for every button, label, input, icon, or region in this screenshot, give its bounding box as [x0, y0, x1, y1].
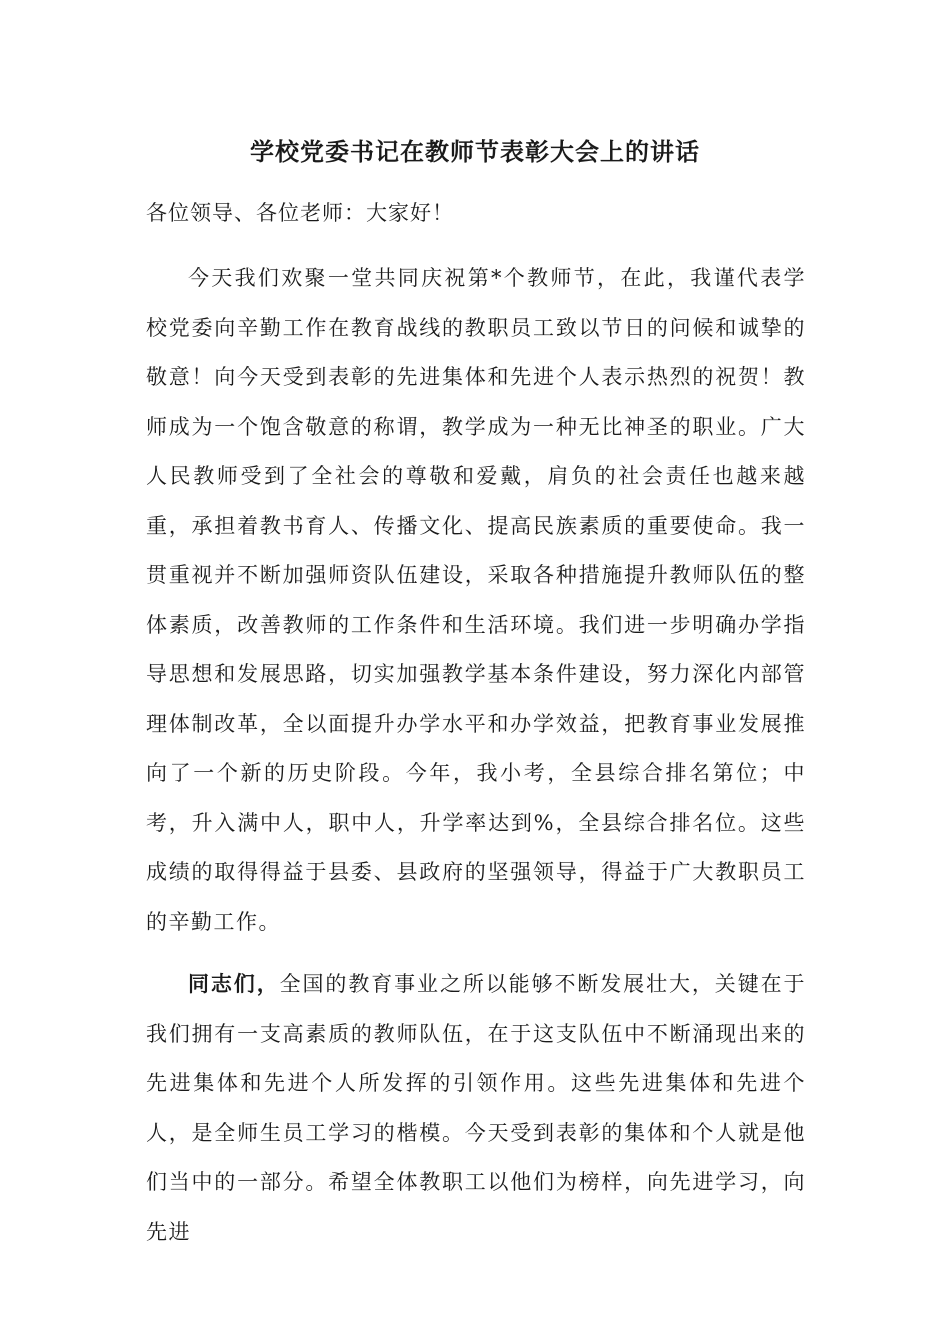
paragraph-2-lead: 同志们，	[188, 971, 280, 996]
document-title: 学校党委书记在教师节表彰大会上的讲话	[250, 137, 700, 166]
paragraph-2	[146, 959, 806, 1257]
salutation: 各位领导、各位老师：大家好！	[146, 201, 454, 225]
paragraph-1: 今天我们欢聚一堂共同庆祝第*个教师节，在此，我谨代表学校党委向辛勤工作在教育战线的教职员工致以节日的问候和诚挚的敬意！向今天受到表彰的先进集体和先进个人表示热烈的祝贺！教师成为一个饱含敬意的称谓，教学成为一种无比神圣的职业。广大人民教师受到了全社会的尊敬和爱戴，肩负的社会责任也越来越重，承担着教书育人、传播文化、提高民族素质的重要使命。我一贯重视并不断加强师资队伍建设，采取各种措施提升教师队伍的整体素质，改善教师的工作条件和生活环境。我们进一步明确办学指导思想和发展思路，切实加强教学基本条件建设，努力深化内部管理体制改革，全以面提升办学水平和办学效益，把教育事业发展推向了一个新的历史阶段。今年，我小考，全县综合排名第位；中考，升入满中人，职中人，升学率达到%，全县综合排名位。这些成绩的取得得益于县委、县政府的坚强领导，得益于广大教职员工的辛勤工作。	[146, 266, 806, 934]
paragraph-2-body: 全国的教育事业之所以能够不断发展壮大，关键在于我们拥有一支高素质的教师队伍，在于这支队伍中不断涌现出来的先进集体和先进个人所发挥的引领作用。这些先进集体和先进个人，是全师生员工学习的楷模。今天受到表彰的集体和个人就是他们当中的一部分。希望全体教职工以他们为榜样，向先进学习，向先进	[146, 972, 807, 1244]
